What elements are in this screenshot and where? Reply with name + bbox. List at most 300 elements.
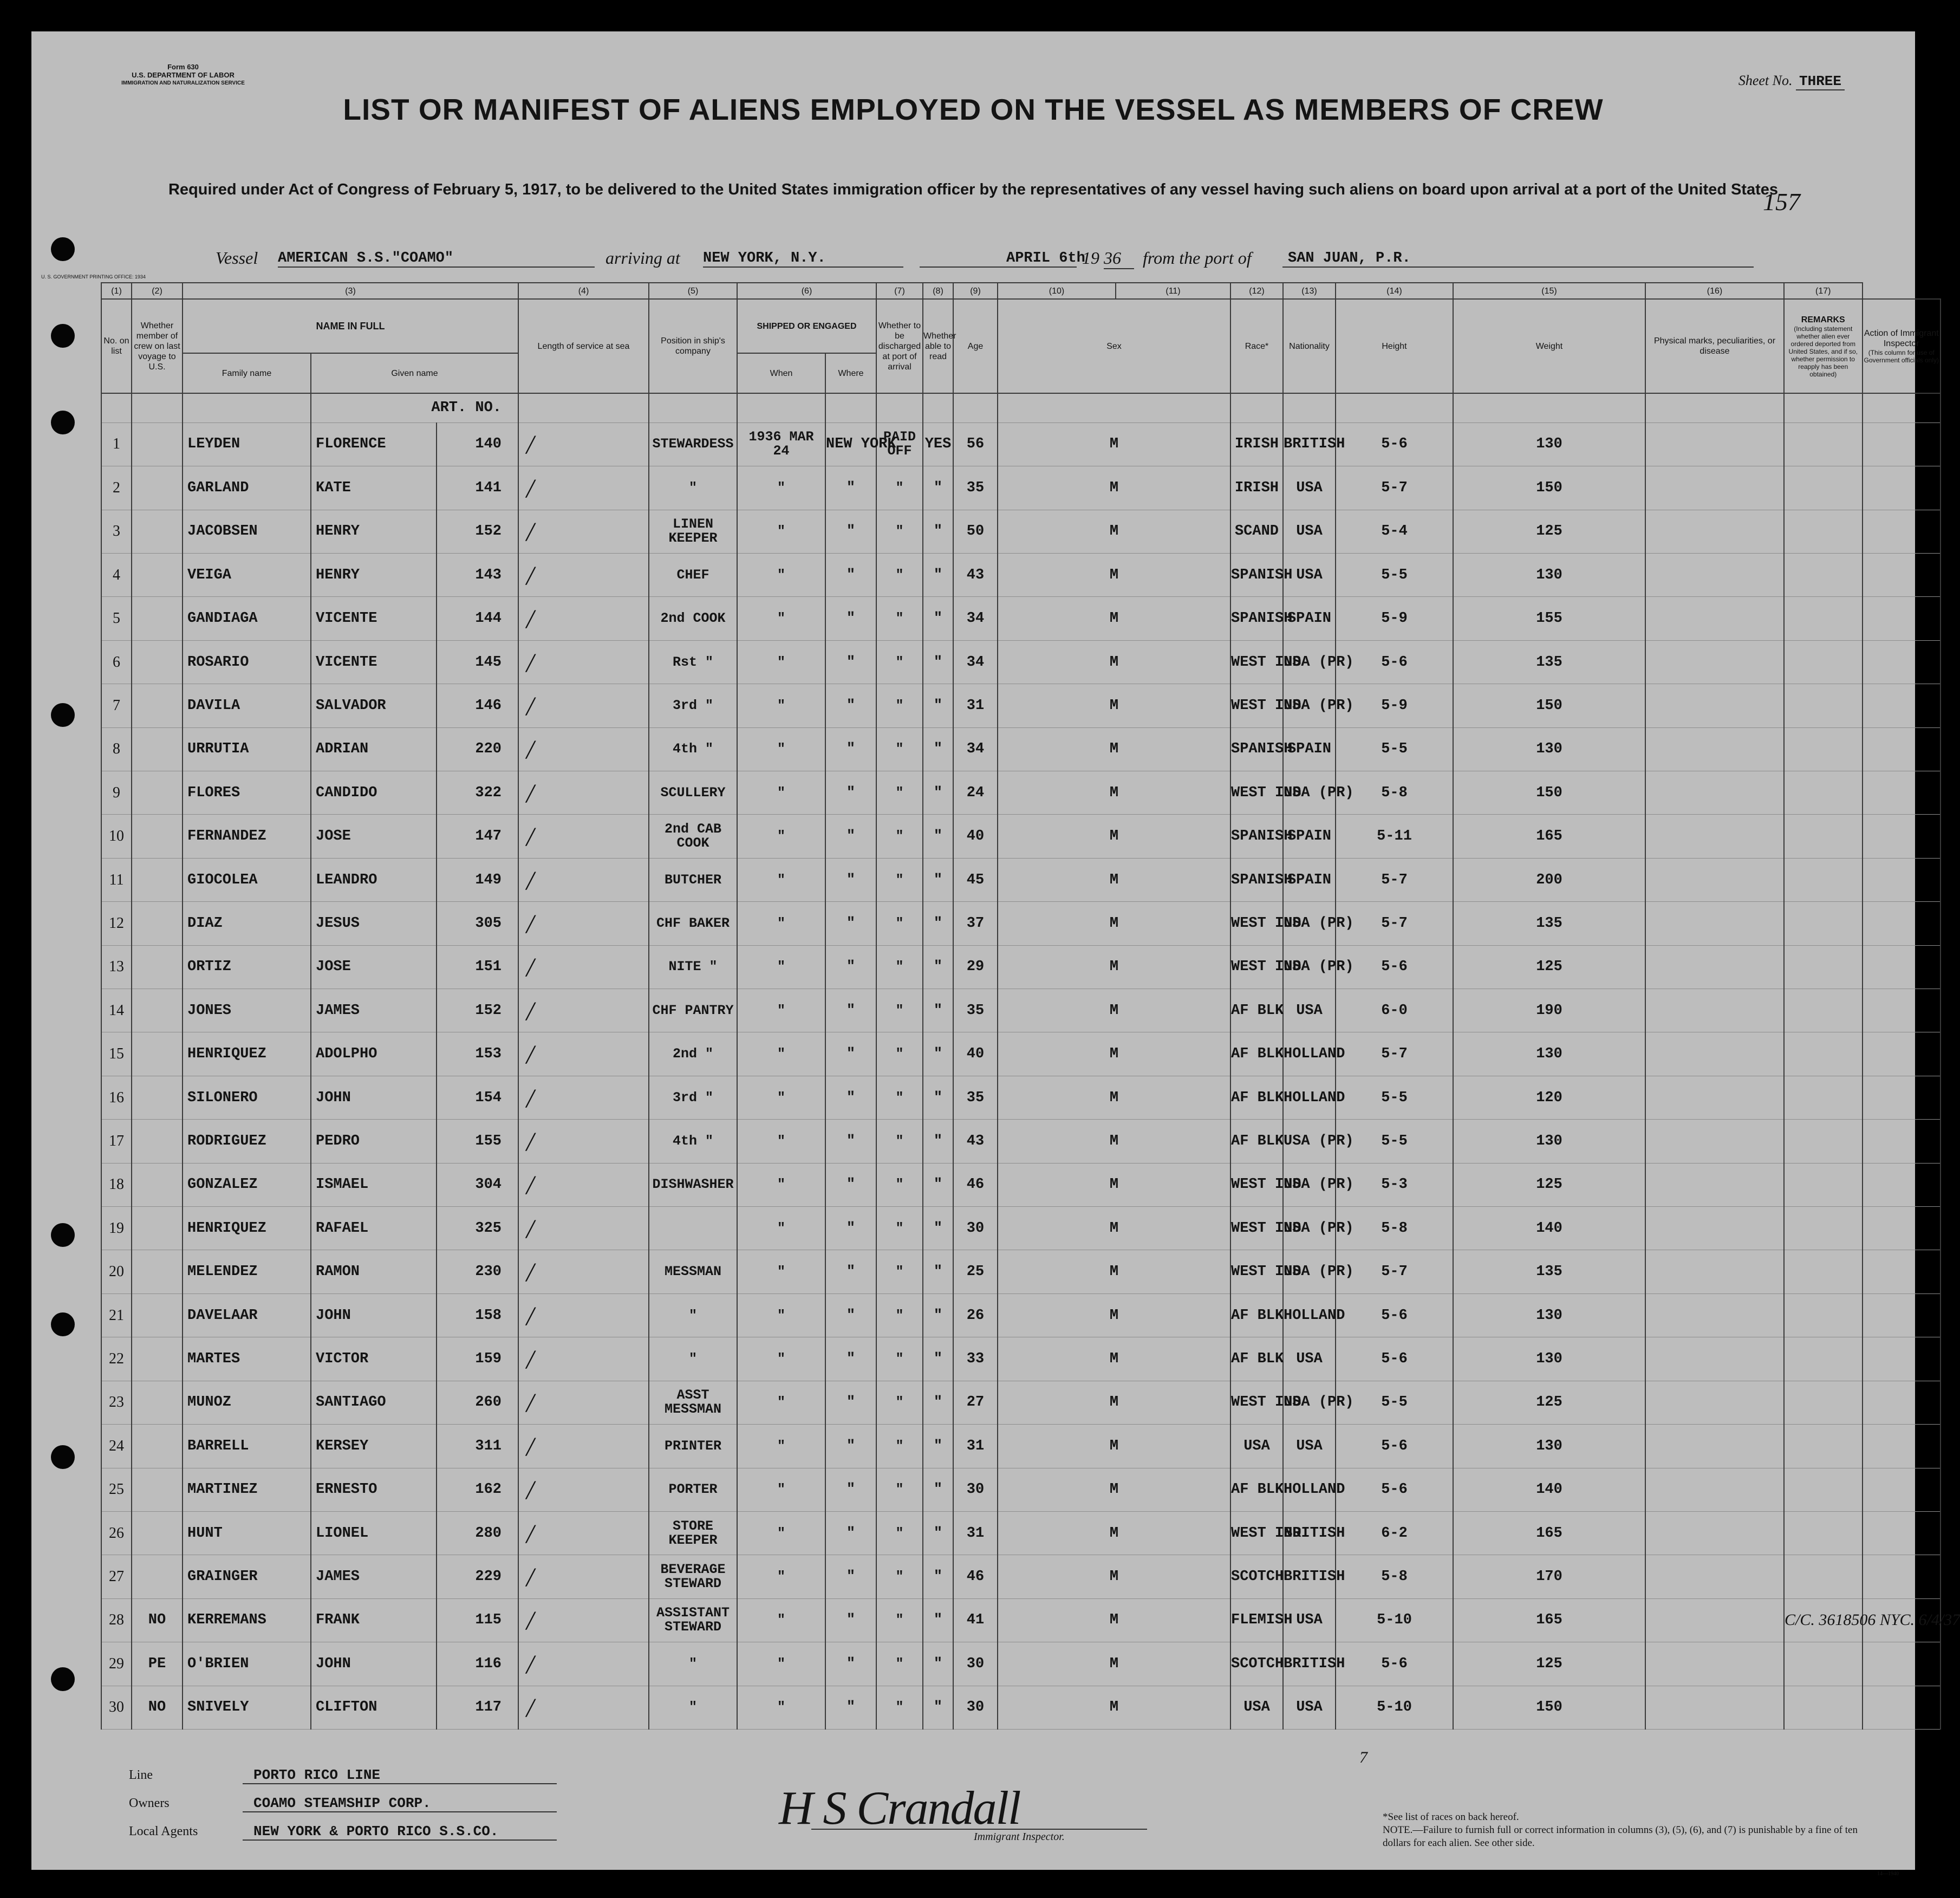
family-name-cell: DAVELAAR xyxy=(183,1294,311,1337)
shipped-where-cell: " xyxy=(825,945,876,989)
given-name-cell: HENRY xyxy=(311,553,437,596)
shipped-where-cell: " xyxy=(825,1555,876,1598)
age-cell: 34 xyxy=(953,640,998,684)
shipped-where-cell: " xyxy=(825,1642,876,1686)
sex-cell: M xyxy=(998,1598,1230,1642)
crew-manifest-table xyxy=(101,282,1960,1730)
header-able-to-read: Whether able to read xyxy=(923,299,953,393)
service-length-cell: / xyxy=(518,815,649,858)
row-number: 4 xyxy=(101,553,132,596)
row-number: 1 xyxy=(101,422,132,466)
col-num: (14) xyxy=(1336,283,1453,299)
shipped-when-cell: " xyxy=(737,1250,825,1294)
inspector-action-cell xyxy=(1863,1207,1941,1250)
weight-cell: 130 xyxy=(1453,1425,1645,1468)
inspector-action-cell xyxy=(1863,1511,1941,1555)
col-num: (3) xyxy=(183,283,518,299)
weight-cell: 130 xyxy=(1453,1032,1645,1076)
inspector-action-cell xyxy=(1863,902,1941,945)
year-prefix: 19 xyxy=(1082,248,1099,268)
header-family-name: Family name xyxy=(183,353,311,393)
sex-cell: M xyxy=(998,1250,1230,1294)
family-name-cell: GANDIAGA xyxy=(183,597,311,640)
weight-cell: 150 xyxy=(1453,466,1645,510)
discharged-cell: " xyxy=(876,1598,923,1642)
header-weight: Weight xyxy=(1453,299,1645,393)
sex-cell: M xyxy=(998,1337,1230,1381)
last-voyage-cell xyxy=(132,1076,183,1119)
nationality-cell: USA (PR) xyxy=(1283,1120,1336,1163)
row-number: 8 xyxy=(101,727,132,771)
nationality-cell: USA xyxy=(1283,1686,1336,1729)
family-name-cell: DAVILA xyxy=(183,684,311,727)
given-name-cell: VICENTE xyxy=(311,597,437,640)
position-cell: 3rd " xyxy=(649,1076,737,1119)
last-voyage-cell xyxy=(132,1163,183,1206)
service-length-cell: / xyxy=(518,640,649,684)
inspector-signature: H S Crandall xyxy=(779,1782,1020,1835)
discharged-cell: " xyxy=(876,945,923,989)
service-length-cell: / xyxy=(518,727,649,771)
binder-hole xyxy=(51,1223,75,1247)
vessel-label: Vessel xyxy=(216,248,258,268)
discharged-cell: " xyxy=(876,1555,923,1598)
printer-line: U. S. GOVERNMENT PRINTING OFFICE: 1934 xyxy=(41,274,146,280)
shipped-when-cell: " xyxy=(737,684,825,727)
shipped-when-cell: " xyxy=(737,1468,825,1511)
line-label: Line xyxy=(129,1768,153,1782)
given-name-cell: JAMES xyxy=(311,1555,437,1598)
weight-cell: 120 xyxy=(1453,1076,1645,1119)
table-row xyxy=(101,815,1941,858)
able-to-read-cell: " xyxy=(923,1076,953,1119)
position-cell: " xyxy=(649,1294,737,1337)
art-number-cell: 260 xyxy=(437,1381,518,1424)
physical-marks-cell xyxy=(1645,1425,1784,1468)
able-to-read-cell: " xyxy=(923,858,953,901)
position-cell: CHEF xyxy=(649,553,737,596)
age-cell: 40 xyxy=(953,1032,998,1076)
race-cell: WEST IND xyxy=(1230,1511,1283,1555)
family-name-cell: RODRIGUEZ xyxy=(183,1120,311,1163)
shipped-when-cell: " xyxy=(737,989,825,1032)
shipped-when-cell: " xyxy=(737,1686,825,1729)
family-name-cell: KERREMANS xyxy=(183,1598,311,1642)
able-to-read-cell: " xyxy=(923,1468,953,1511)
header-row-top xyxy=(101,299,1941,353)
service-length-cell: / xyxy=(518,1032,649,1076)
table-row xyxy=(101,597,1941,640)
given-name-cell: HENRY xyxy=(311,510,437,553)
art-number-cell: 149 xyxy=(437,858,518,901)
age-cell: 34 xyxy=(953,727,998,771)
manifest-sheet xyxy=(31,31,1960,1877)
weight-cell: 130 xyxy=(1453,1120,1645,1163)
age-cell: 56 xyxy=(953,422,998,466)
footer-line xyxy=(129,1767,557,1784)
table-row xyxy=(101,1120,1941,1163)
given-name-cell: CLIFTON xyxy=(311,1686,437,1729)
footnote xyxy=(1383,1811,1870,1850)
shipped-when-cell: 1936 MAR 24 xyxy=(737,422,825,466)
weight-cell: 140 xyxy=(1453,1207,1645,1250)
physical-marks-cell xyxy=(1645,858,1784,901)
row-number: 11 xyxy=(101,858,132,901)
shipped-where-cell: " xyxy=(825,510,876,553)
height-cell: 5-8 xyxy=(1336,1207,1453,1250)
discharged-cell: " xyxy=(876,1250,923,1294)
able-to-read-cell: " xyxy=(923,510,953,553)
sex-cell: M xyxy=(998,858,1230,901)
shipped-when-cell: " xyxy=(737,1163,825,1206)
service-length-cell: / xyxy=(518,1337,649,1381)
row-number: 17 xyxy=(101,1120,132,1163)
remarks-cell xyxy=(1784,466,1863,510)
nationality-cell: HOLLAND xyxy=(1283,1294,1336,1337)
remarks-cell xyxy=(1784,1468,1863,1511)
service-length-cell: / xyxy=(518,902,649,945)
able-to-read-cell: " xyxy=(923,1163,953,1206)
art-number-cell: 230 xyxy=(437,1250,518,1294)
age-cell: 37 xyxy=(953,902,998,945)
header-where: Where xyxy=(825,353,876,393)
physical-marks-cell xyxy=(1645,1032,1784,1076)
height-cell: 5-10 xyxy=(1336,1686,1453,1729)
last-voyage-cell xyxy=(132,771,183,815)
page-number: 157 xyxy=(1763,188,1800,216)
inspector-action-cell xyxy=(1863,771,1941,815)
shipped-where-cell: " xyxy=(825,1120,876,1163)
footer-owners xyxy=(129,1795,557,1812)
able-to-read-cell: " xyxy=(923,771,953,815)
table-row xyxy=(101,902,1941,945)
last-voyage-cell xyxy=(132,1555,183,1598)
service-name: IMMIGRATION AND NATURALIZATION SERVICE xyxy=(121,80,245,86)
art-number-cell: 140 xyxy=(437,422,518,466)
physical-marks-cell xyxy=(1645,1555,1784,1598)
shipped-where-cell: " xyxy=(825,815,876,858)
physical-marks-cell xyxy=(1645,553,1784,596)
row-number: 23 xyxy=(101,1381,132,1424)
physical-marks-cell xyxy=(1645,1598,1784,1642)
document-title: LIST OR MANIFEST OF ALIENS EMPLOYED ON THE VESSEL AS MEMBERS OF CREW xyxy=(343,93,1604,126)
last-voyage-cell xyxy=(132,422,183,466)
last-voyage-cell xyxy=(132,466,183,510)
physical-marks-cell xyxy=(1645,1250,1784,1294)
binder-hole xyxy=(51,411,75,434)
table-row xyxy=(101,771,1941,815)
discharged-cell: " xyxy=(876,1642,923,1686)
header-nationality: Nationality xyxy=(1283,299,1336,393)
position-cell: 4th " xyxy=(649,727,737,771)
service-length-cell: / xyxy=(518,1250,649,1294)
family-name-cell: JACOBSEN xyxy=(183,510,311,553)
age-cell: 26 xyxy=(953,1294,998,1337)
given-name-cell: JOSE xyxy=(311,945,437,989)
shipped-when-cell: " xyxy=(737,1381,825,1424)
given-name-cell: RAFAEL xyxy=(311,1207,437,1250)
race-cell: SPANISH xyxy=(1230,858,1283,901)
shipped-when-cell: " xyxy=(737,1207,825,1250)
shipped-when-cell: " xyxy=(737,1076,825,1119)
row-number: 24 xyxy=(101,1425,132,1468)
age-cell: 35 xyxy=(953,989,998,1032)
race-cell: AF BLK xyxy=(1230,1076,1283,1119)
height-cell: 5-6 xyxy=(1336,1294,1453,1337)
height-cell: 5-5 xyxy=(1336,1120,1453,1163)
row-number: 22 xyxy=(101,1337,132,1381)
table-row xyxy=(101,1555,1941,1598)
age-cell: 31 xyxy=(953,1425,998,1468)
shipped-where-cell: " xyxy=(825,989,876,1032)
race-cell: SPANISH xyxy=(1230,815,1283,858)
department-name: U.S. DEPARTMENT OF LABOR xyxy=(132,71,235,79)
shipped-where-cell: " xyxy=(825,640,876,684)
arriving-port: NEW YORK, N.Y. xyxy=(703,250,903,268)
art-number-cell: 153 xyxy=(437,1032,518,1076)
shipped-where-cell: " xyxy=(825,1686,876,1729)
table-row xyxy=(101,422,1941,466)
race-cell: AF BLK xyxy=(1230,1468,1283,1511)
sex-cell: M xyxy=(998,771,1230,815)
able-to-read-cell: " xyxy=(923,553,953,596)
family-name-cell: ROSARIO xyxy=(183,640,311,684)
table-row xyxy=(101,1163,1941,1206)
sex-cell: M xyxy=(998,1511,1230,1555)
able-to-read-cell: " xyxy=(923,1511,953,1555)
physical-marks-cell xyxy=(1645,815,1784,858)
art-number-cell: 159 xyxy=(437,1337,518,1381)
physical-marks-cell xyxy=(1645,1163,1784,1206)
weight-cell: 190 xyxy=(1453,989,1645,1032)
discharged-cell: " xyxy=(876,640,923,684)
row-number: 25 xyxy=(101,1468,132,1511)
art-number-cell: 325 xyxy=(437,1207,518,1250)
height-cell: 5-3 xyxy=(1336,1163,1453,1206)
inspector-action-cell xyxy=(1863,553,1941,596)
art-number-cell: 115 xyxy=(437,1598,518,1642)
able-to-read-cell: " xyxy=(923,684,953,727)
inspector-action-cell xyxy=(1863,422,1941,466)
weight-cell: 130 xyxy=(1453,1337,1645,1381)
service-length-cell: / xyxy=(518,945,649,989)
shipped-when-cell: " xyxy=(737,1511,825,1555)
remarks-cell xyxy=(1784,815,1863,858)
remarks-cell xyxy=(1784,1120,1863,1163)
remarks-cell xyxy=(1784,1642,1863,1686)
row-number: 26 xyxy=(101,1511,132,1555)
position-cell: ASSISTANT STEWARD xyxy=(649,1598,737,1642)
signature-caption: Immigrant Inspector. xyxy=(974,1831,1065,1843)
position-cell: 4th " xyxy=(649,1120,737,1163)
nationality-cell: USA xyxy=(1283,466,1336,510)
sex-cell: M xyxy=(998,1642,1230,1686)
header-name-in-full: NAME IN FULL xyxy=(183,299,518,353)
inspector-action-cell xyxy=(1863,466,1941,510)
shipped-where-cell: " xyxy=(825,1294,876,1337)
table-row xyxy=(101,1032,1941,1076)
remarks-note: (Including statement whether alien ever ordered deported from United States, and if so, whether permission to reapply has been obtained) xyxy=(1788,324,1858,378)
given-name-cell: FLORENCE xyxy=(311,422,437,466)
owners-label: Owners xyxy=(129,1796,170,1810)
col-num: (13) xyxy=(1283,283,1336,299)
able-to-read-cell: " xyxy=(923,1598,953,1642)
weight-cell: 170 xyxy=(1453,1555,1645,1598)
row-number: 9 xyxy=(101,771,132,815)
nationality-cell: USA xyxy=(1283,1598,1336,1642)
table-row xyxy=(101,1598,1941,1642)
inspector-action-cell xyxy=(1863,1250,1941,1294)
col-num: (16) xyxy=(1645,283,1784,299)
family-name-cell: ORTIZ xyxy=(183,945,311,989)
remarks-cell xyxy=(1784,553,1863,596)
given-name-cell: VICENTE xyxy=(311,640,437,684)
sex-cell: M xyxy=(998,1555,1230,1598)
last-voyage-cell xyxy=(132,684,183,727)
shipped-when-cell: " xyxy=(737,597,825,640)
weight-cell: 130 xyxy=(1453,553,1645,596)
inspector-action-cell xyxy=(1863,1555,1941,1598)
binder-hole xyxy=(51,1312,75,1336)
art-number-cell: 145 xyxy=(437,640,518,684)
inspector-action-cell xyxy=(1863,858,1941,901)
family-name-cell: LEYDEN xyxy=(183,422,311,466)
physical-marks-cell xyxy=(1645,510,1784,553)
nationality-cell: USA (PR) xyxy=(1283,684,1336,727)
art-number-cell: 280 xyxy=(437,1511,518,1555)
weight-cell: 155 xyxy=(1453,597,1645,640)
position-cell: DISHWASHER xyxy=(649,1163,737,1206)
service-length-cell: / xyxy=(518,1294,649,1337)
race-cell: SCOTCH xyxy=(1230,1642,1283,1686)
from-port-label: from the port of xyxy=(1143,248,1252,268)
row-number: 30 xyxy=(101,1686,132,1729)
art-number-cell: 305 xyxy=(437,902,518,945)
given-name-cell: CANDIDO xyxy=(311,771,437,815)
inspector-action-cell xyxy=(1863,1294,1941,1337)
header-height: Height xyxy=(1336,299,1453,393)
height-cell: 5-8 xyxy=(1336,1555,1453,1598)
physical-marks-cell xyxy=(1645,945,1784,989)
age-cell: 24 xyxy=(953,771,998,815)
position-cell: ASST MESSMAN xyxy=(649,1381,737,1424)
race-cell: SPANISH xyxy=(1230,727,1283,771)
age-cell: 29 xyxy=(953,945,998,989)
shipped-where-cell: " xyxy=(825,1468,876,1511)
family-name-cell: MARTINEZ xyxy=(183,1468,311,1511)
table-row xyxy=(101,858,1941,901)
physical-marks-cell xyxy=(1645,1120,1784,1163)
sex-cell: M xyxy=(998,1076,1230,1119)
height-cell: 5-7 xyxy=(1336,466,1453,510)
age-cell: 40 xyxy=(953,815,998,858)
physical-marks-cell xyxy=(1645,1337,1784,1381)
service-length-cell: / xyxy=(518,1207,649,1250)
agents-value: NEW YORK & PORTO RICO S.S.CO. xyxy=(243,1823,557,1841)
weight-cell: 165 xyxy=(1453,815,1645,858)
position-cell: CHF BAKER xyxy=(649,902,737,945)
sex-cell: M xyxy=(998,422,1230,466)
row-number: 7 xyxy=(101,684,132,727)
sex-cell: M xyxy=(998,684,1230,727)
sex-cell: M xyxy=(998,902,1230,945)
position-cell: SCULLERY xyxy=(649,771,737,815)
sex-cell: M xyxy=(998,1207,1230,1250)
nationality-cell: USA xyxy=(1283,510,1336,553)
table-row xyxy=(101,510,1941,553)
given-name-cell: ERNESTO xyxy=(311,1468,437,1511)
service-length-cell: / xyxy=(518,1686,649,1729)
age-cell: 25 xyxy=(953,1250,998,1294)
discharged-cell: " xyxy=(876,771,923,815)
sex-cell: M xyxy=(998,1381,1230,1424)
weight-cell: 150 xyxy=(1453,1686,1645,1729)
age-cell: 46 xyxy=(953,1555,998,1598)
table-row xyxy=(101,1250,1941,1294)
age-cell: 30 xyxy=(953,1468,998,1511)
inspector-action-cell xyxy=(1863,815,1941,858)
race-cell: AF BLK xyxy=(1230,1032,1283,1076)
race-cell: SPANISH xyxy=(1230,553,1283,596)
height-cell: 5-5 xyxy=(1336,1381,1453,1424)
table-row xyxy=(101,1511,1941,1555)
shipped-where-cell: " xyxy=(825,1207,876,1250)
height-cell: 5-9 xyxy=(1336,597,1453,640)
race-cell: WEST IND xyxy=(1230,1163,1283,1206)
row-number: 2 xyxy=(101,466,132,510)
physical-marks-cell xyxy=(1645,727,1784,771)
age-cell: 35 xyxy=(953,466,998,510)
col-num: (8) xyxy=(923,283,953,299)
age-cell: 46 xyxy=(953,1163,998,1206)
shipped-where-cell: " xyxy=(825,902,876,945)
height-cell: 5-6 xyxy=(1336,1425,1453,1468)
age-cell: 45 xyxy=(953,858,998,901)
discharged-cell: " xyxy=(876,553,923,596)
shipped-when-cell: " xyxy=(737,727,825,771)
last-voyage-cell: NO xyxy=(132,1598,183,1642)
height-cell: 5-6 xyxy=(1336,1642,1453,1686)
last-voyage-cell xyxy=(132,858,183,901)
header-given-name: Given name xyxy=(311,353,518,393)
able-to-read-cell: YES xyxy=(923,422,953,466)
table-row xyxy=(101,1337,1941,1381)
age-cell: 41 xyxy=(953,1598,998,1642)
sex-cell: M xyxy=(998,989,1230,1032)
last-voyage-cell xyxy=(132,597,183,640)
given-name-cell: KERSEY xyxy=(311,1425,437,1468)
race-cell: IRISH xyxy=(1230,422,1283,466)
header-when: When xyxy=(737,353,825,393)
col-num: (1) xyxy=(101,283,132,299)
discharged-cell: " xyxy=(876,510,923,553)
height-cell: 5-6 xyxy=(1336,945,1453,989)
age-cell: 34 xyxy=(953,597,998,640)
last-voyage-cell xyxy=(132,640,183,684)
shipped-when-cell: " xyxy=(737,815,825,858)
given-name-cell: SANTIAGO xyxy=(311,1381,437,1424)
art-number-cell: 322 xyxy=(437,771,518,815)
table-row xyxy=(101,1642,1941,1686)
nationality-cell: HOLLAND xyxy=(1283,1468,1336,1511)
discharged-cell: " xyxy=(876,597,923,640)
race-cell: FLEMISH xyxy=(1230,1598,1283,1642)
able-to-read-cell: " xyxy=(923,1120,953,1163)
sex-cell: M xyxy=(998,1294,1230,1337)
race-cell: IRISH xyxy=(1230,466,1283,510)
height-cell: 5-6 xyxy=(1336,1468,1453,1511)
last-voyage-cell xyxy=(132,815,183,858)
